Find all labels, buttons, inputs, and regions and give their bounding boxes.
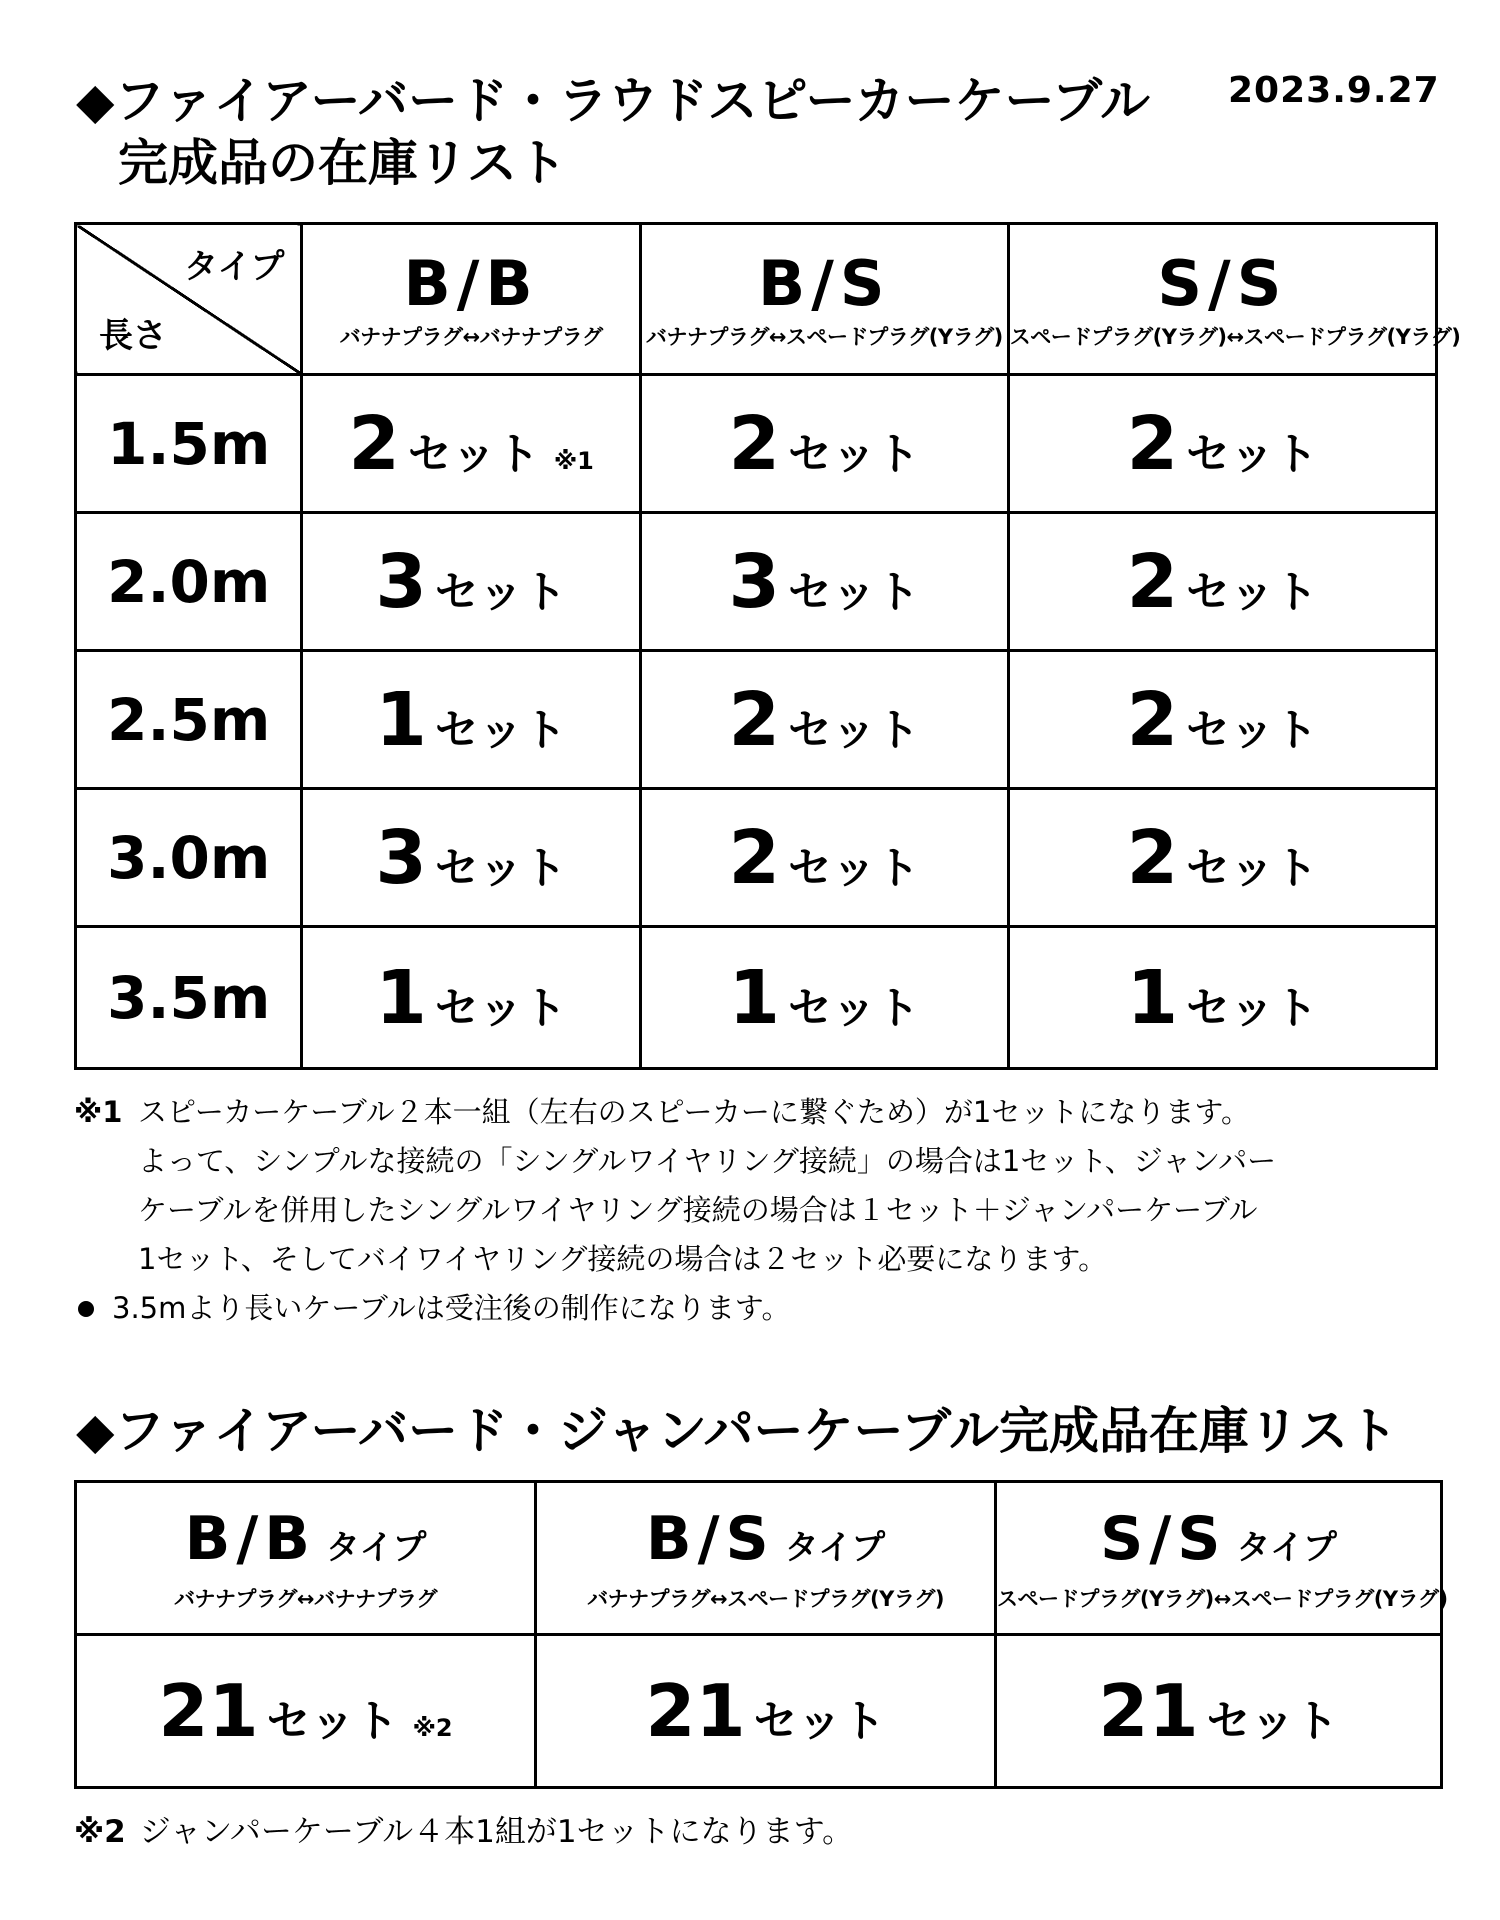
column-header-bs xyxy=(536,1482,996,1635)
stock-unit: セット xyxy=(434,842,567,894)
stock-cell xyxy=(302,651,640,789)
corner-length-label: 長さ xyxy=(99,316,167,356)
table-row xyxy=(76,513,1437,651)
stock-cell xyxy=(640,513,1008,651)
stock-count: 2 xyxy=(1126,538,1179,625)
stock-cell xyxy=(1008,375,1436,513)
type-suffix: タイプ xyxy=(1236,1527,1337,1568)
title-line-2: 完成品の在庫リスト xyxy=(118,134,567,192)
column-type: S/S xyxy=(1157,247,1288,320)
stock-count: 1 xyxy=(1126,954,1179,1041)
note-2-text: 3.5mより長いケーブルは受注後の制作になります。 xyxy=(112,1291,791,1325)
stock-unit: セット xyxy=(788,428,921,480)
stock-cell xyxy=(640,375,1008,513)
stock-cell xyxy=(1008,789,1436,927)
column-header-bb xyxy=(302,224,640,375)
stock-unit: セット xyxy=(788,842,921,894)
table-row xyxy=(76,789,1437,927)
length-cell: 1.5m xyxy=(76,375,302,513)
stock-cell xyxy=(640,927,1008,1069)
column-desc: バナナプラグ↔スペードプラグ(Yラグ) xyxy=(587,1586,944,1611)
stock-unit: セット xyxy=(434,704,567,756)
length-cell: 3.5m xyxy=(76,927,302,1069)
title-line-1: ◆ファイアーバード・ラウドスピーカーケーブル xyxy=(76,72,1150,130)
column-header-bb xyxy=(76,1482,536,1635)
stock-unit: セット xyxy=(1206,1696,1339,1747)
stock-unit: セット xyxy=(1186,842,1319,894)
stock-count: 2 xyxy=(1126,676,1179,763)
stock-count: 2 xyxy=(1126,814,1179,901)
stock-count: 1 xyxy=(375,676,427,763)
column-desc: バナナプラグ↔バナナプラグ xyxy=(339,325,603,349)
note-1-line: 1セット、そしてバイワイヤリング接続の場合は２セット必要になります。 xyxy=(138,1242,1108,1276)
document-date: 2023.9.27 xyxy=(1228,70,1440,111)
stock-count: 3 xyxy=(728,538,781,625)
stock-count: 21 xyxy=(1098,1669,1199,1753)
stock-count: 2 xyxy=(728,676,781,763)
stock-unit: セット xyxy=(1186,704,1319,756)
note-1-key: ※1 xyxy=(74,1095,123,1129)
stock-cell xyxy=(1008,651,1436,789)
note-1 xyxy=(74,1088,1454,1284)
jumper-cable-stock-table xyxy=(74,1480,1448,1789)
jumper-cable-title: ◆ファイアーバード・ジャンパーケーブル完成品在庫リスト xyxy=(76,1402,1398,1460)
stock-count: 3 xyxy=(375,814,427,901)
column-desc: スペードプラグ(Yラグ)↔スペードプラグ(Yラグ) xyxy=(1009,325,1461,349)
corner-header-cell xyxy=(76,224,302,375)
stock-count: 2 xyxy=(348,400,400,487)
note-1-line: スピーカーケーブル２本一組（左右のスピーカーに繋ぐため）が1セットになります。 xyxy=(138,1095,1251,1129)
stock-count: 2 xyxy=(728,814,781,901)
footnote-2 xyxy=(74,1806,853,1851)
stock-cell xyxy=(302,927,640,1069)
column-header-ss xyxy=(996,1482,1448,1635)
speaker-cable-title xyxy=(76,70,1150,194)
stock-cell xyxy=(996,1635,1442,1788)
stock-unit: セット xyxy=(788,982,921,1034)
stock-count: 3 xyxy=(375,538,427,625)
column-header-ss xyxy=(1008,224,1461,375)
stock-unit: セット xyxy=(788,704,921,756)
column-type: B/B xyxy=(184,1503,317,1574)
note-1-line: よって、シンプルな接続の「シングルワイヤリング接続」の場合は1セット、ジャンパー xyxy=(138,1144,1277,1178)
stock-unit: セット xyxy=(753,1696,886,1747)
bullet-icon xyxy=(78,1301,94,1317)
footnote-2-key: ※2 xyxy=(74,1814,126,1850)
stock-cell xyxy=(1008,927,1436,1069)
note-1-body xyxy=(138,1088,1454,1284)
note-1-line: ケーブルを併用したシングルワイヤリング接続の場合は１セット＋ジャンパーケーブル xyxy=(138,1193,1258,1227)
type-suffix: タイプ xyxy=(784,1527,886,1568)
length-cell: 2.5m xyxy=(76,651,302,789)
stock-unit: セット xyxy=(434,566,567,618)
column-desc: バナナプラグ↔バナナプラグ xyxy=(173,1586,438,1611)
stock-cell xyxy=(76,1635,536,1788)
notes-block xyxy=(74,1088,1454,1333)
stock-cell xyxy=(1008,513,1436,651)
stock-unit: セット xyxy=(788,566,921,618)
stock-count: 21 xyxy=(158,1669,259,1753)
type-suffix: タイプ xyxy=(326,1527,427,1568)
table-header-row xyxy=(76,224,1437,375)
table-row xyxy=(76,651,1437,789)
stock-count: 2 xyxy=(1126,400,1179,487)
stock-count: 1 xyxy=(375,954,427,1041)
corner-type-label: タイプ xyxy=(184,247,285,287)
column-desc: バナナプラグ↔スペードプラグ(Yラグ) xyxy=(645,325,1003,349)
stock-unit: セット xyxy=(1186,428,1319,480)
note-2 xyxy=(74,1284,1454,1333)
column-type: B/S xyxy=(758,247,891,320)
column-header-bs xyxy=(640,224,1008,375)
table-header-row xyxy=(76,1482,1442,1635)
column-type: B/B xyxy=(403,247,539,320)
stock-cell xyxy=(302,789,640,927)
table-row xyxy=(76,927,1437,1069)
column-desc: スペードプラグ(Yラグ)↔スペードプラグ(Yラグ) xyxy=(997,1586,1448,1611)
stock-count: 21 xyxy=(645,1669,746,1753)
stock-cell xyxy=(640,789,1008,927)
table-row xyxy=(76,375,1437,513)
stock-unit: セット xyxy=(1186,566,1319,618)
note-mark: ※2 xyxy=(412,1714,453,1742)
stock-count: 2 xyxy=(728,400,781,487)
stock-unit: セット xyxy=(1186,982,1319,1034)
stock-cell xyxy=(302,375,640,513)
stock-count: 1 xyxy=(728,954,781,1041)
length-cell: 3.0m xyxy=(76,789,302,927)
column-type: B/S xyxy=(645,1503,775,1574)
speaker-cable-stock-table xyxy=(74,222,1461,1070)
column-type: S/S xyxy=(1100,1503,1227,1574)
note-mark: ※1 xyxy=(553,446,594,475)
length-cell: 2.0m xyxy=(76,513,302,651)
stock-unit: セット xyxy=(434,982,567,1034)
stock-cell xyxy=(302,513,640,651)
stock-unit: セット xyxy=(266,1696,399,1747)
stock-cell xyxy=(536,1635,996,1788)
stock-unit: セット xyxy=(407,428,540,480)
stock-cell xyxy=(640,651,1008,789)
table-row xyxy=(76,1635,1442,1788)
footnote-2-text: ジャンパーケーブル４本1組が1セットになります。 xyxy=(139,1814,854,1850)
